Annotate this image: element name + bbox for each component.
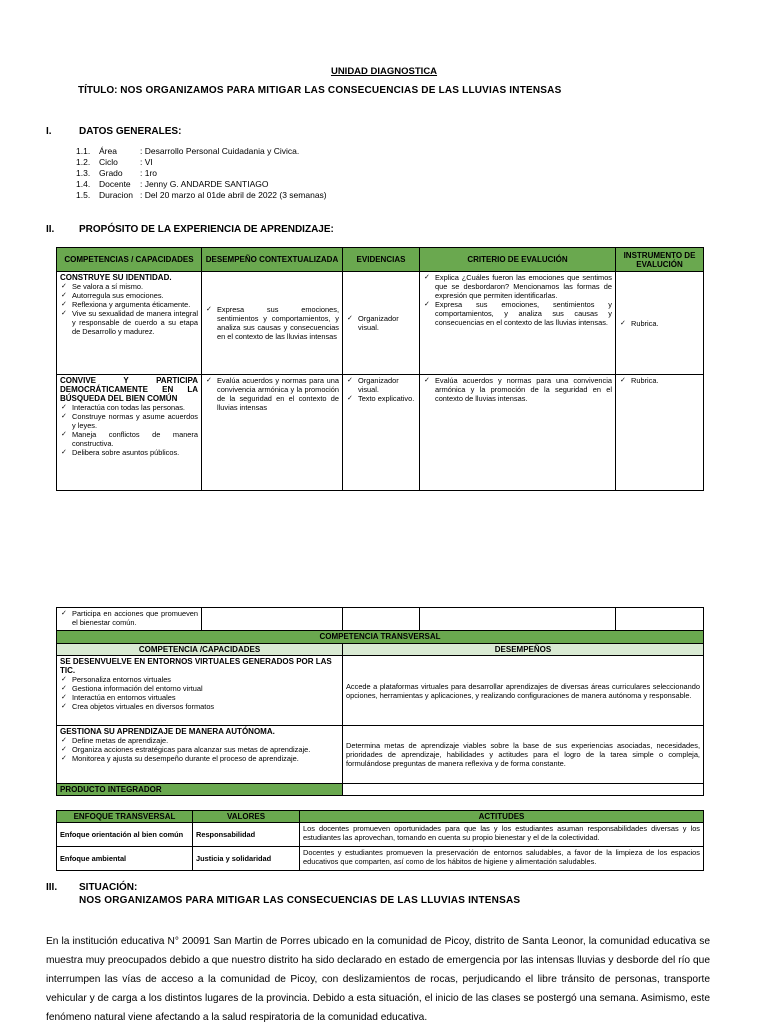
list-item: ✓ Explica ¿Cuáles fueron las emociones que sentimos que se desbordaron? Mencionamos las formas de expresión que permiten identificarlas. [423, 273, 612, 300]
competency-cell [57, 375, 202, 491]
capacity-list [60, 282, 198, 336]
general-row: 1.1. Área : Desarrollo Personal Cuidadania y Civica. [76, 146, 300, 156]
header-cell: DESEMPEÑO CONTEXTUALIZADA [202, 248, 343, 272]
table-row [57, 847, 704, 871]
general-data-list [76, 146, 327, 201]
evidence-cell [343, 272, 420, 375]
competency-title: CONSTRUYE SU IDENTIDAD. [60, 273, 172, 282]
header-cell: INSTRUMENTO DE EVALUCIÓN [616, 248, 704, 272]
list-item: ✓ Texto explicativo. [346, 394, 416, 403]
list-item: ✓ Rubrica. [619, 319, 700, 328]
header-cell: VALORES [193, 811, 300, 823]
list-item: ✓ Se valora a sí mismo. [60, 282, 198, 291]
criteria-cell [420, 375, 616, 491]
list-item: ✓ Interactúa con todas las personas. [60, 403, 198, 412]
table-row [57, 823, 704, 847]
empty-cell [420, 608, 616, 631]
section-1-heading [46, 126, 346, 138]
header-cell: ACTITUDES [300, 811, 704, 823]
list-item: ✓ Organizador visual. [346, 314, 416, 332]
table-row [57, 375, 704, 491]
capacity-list [60, 403, 198, 457]
performance-cell: Accede a plataformas virtuales para desarrollar aprendizajes de diversas áreas curriculares seleccionando opciones, herramientas y aplicaciones, y realizando configuraciones de manera autónoma y responsable. [343, 656, 704, 726]
table-header-row [57, 811, 704, 823]
empty-cell [202, 608, 343, 631]
title-label: TÍTULO: [78, 85, 118, 96]
table-header-row [57, 644, 704, 656]
capacity-continued-cell [57, 608, 202, 631]
list-item: ✓ Reflexiona y argumenta éticamente. [60, 300, 198, 309]
header-cell: COMPETENCIA /CAPACIDADES [57, 644, 343, 656]
table-header-row [57, 248, 704, 272]
list-item: ✓ Define metas de aprendizaje. [60, 736, 339, 745]
approach-cell: Enfoque orientación al bien común [57, 823, 193, 847]
header-cell: CRITERIO DE EVALUCIÓN [420, 248, 616, 272]
approach-cell: Enfoque ambiental [57, 847, 193, 871]
situation-paragraph: En la institución educativa N° 20091 San Martin de Porres ubicado en la comunidad de Picoy, distrito de Santa Leonor, la comunidad educativa se muestra muy preocupados debido a que nuestro distrito ha sido declarado en estado de emergencia por las intensas lluvias y desborde del río que interrumpen las vías de acceso a la comunidad de Picoy, con deslizamientos de rocas, perjudicando el libre tránsito de personas, transporte vehicular y de carga a los distintos lugares de la provincia. Debido a esta situación, el inicio de las clases se postergó una semana. Asimismo, este fenómeno natural viene afectando a la salud respiratoria de la comunidad educativa. [46, 936, 710, 1023]
header-cell: EVIDENCIAS [343, 248, 420, 272]
list-item: ✓ Expresa sus emociones, sentimientos y comportamientos, y analiza sus causas y consecuencias en el contexto de las lluvias intensas [205, 305, 339, 341]
section-number: II. [46, 224, 55, 235]
situation-title: NOS ORGANIZAMOS PARA MITIGAR LAS CONSECUENCIAS DE LAS LLUVIAS INTENSAS [79, 895, 521, 906]
table-row [57, 726, 704, 784]
competency-cell [57, 272, 202, 375]
list-item: ✓ Construye normas y asume acuerdos y leyes. [60, 412, 198, 430]
section-title: DATOS GENERALES: [79, 126, 182, 137]
approach-table [56, 810, 704, 871]
attitude-cell: Docentes y estudiantes promueven la preservación de entornos saludables, a favor de la limpieza de los espacios educativos que comparten, así como de los hábitos de higiene y alimentación saludables. [300, 847, 704, 871]
general-row: 1.4. Docente : Jenny G. ANDARDE SANTIAGO [76, 179, 269, 189]
transversal-title: COMPETENCIA TRANSVERSAL [57, 631, 704, 644]
competency-title: CONVIVE Y PARTICIPA DEMOCRÁTICAMENTE EN LA BÚSQUEDA DEL BIEN COMÚN [60, 376, 198, 403]
competency-title: GESTIONA SU APRENDIZAJE DE MANERA AUTÓNOMA. [60, 727, 275, 736]
list-item: ✓ Personaliza entornos virtuales [60, 675, 339, 684]
list-item: ✓ Interactúa en entornos virtuales [60, 693, 339, 702]
list-item: ✓ Evalúa acuerdos y normas para una convivencia armónica y la promoción de la seguridad en el contexto de lluvias intensas [205, 376, 339, 412]
performance-cell: Determina metas de aprendizaje viables sobre la base de sus experiencias asociadas, necesidades, prioridades de aprendizaje, habilidades y actitudes para el logro de la tarea simple o compleja, formulándose preguntas de manera reflexiva y de forma constante. [343, 726, 704, 784]
list-item: ✓ Maneja conflictos de manera constructiva. [60, 430, 198, 448]
attitude-cell: Los docentes promueven oportunidades para que las y los estudiantes asuman responsabilidades diversas y los estudiantes las aprovechan, tomando en cuenta su propio bienestar y el de la colectividad. [300, 823, 704, 847]
list-item: ✓ Evalúa acuerdos y normas para una convivencia armónica y la promoción de la seguridad en el contexto de lluvias intensas. [423, 376, 612, 403]
section-2-heading [46, 224, 446, 236]
empty-cell [343, 608, 420, 631]
table-row [57, 272, 704, 375]
performance-cell [202, 375, 343, 491]
list-item: ✓ Organiza acciones estratégicas para alcanzar sus metas de aprendizaje. [60, 745, 339, 754]
list-item: ✓ Expresa sus emociones, sentimientos y comportamientos, y analiza sus causas y consecuencias en el contexto de las lluvias intensas. [423, 300, 612, 327]
list-item: ✓ Rubrica. [619, 376, 700, 385]
list-item: ✓ Participa en acciones que promueven el bienestar común. [60, 609, 198, 627]
section-number: III. [46, 882, 58, 893]
section-3-heading [46, 882, 606, 908]
empty-cell [616, 608, 704, 631]
header-cell: ENFOQUE TRANSVERSAL [57, 811, 193, 823]
general-row: 1.3. Grado : 1ro [76, 168, 158, 178]
product-value [343, 784, 704, 796]
performance-cell [202, 272, 343, 375]
product-label: PRODUCTO INTEGRADOR [57, 784, 343, 796]
section-title: PROPÓSITO DE LA EXPERIENCIA DE APRENDIZAJE: [79, 224, 334, 235]
list-item: ✓ Organizador visual. [346, 376, 416, 394]
section-title: SITUACIÓN: [79, 882, 138, 893]
value-cell: Responsabilidad [193, 823, 300, 847]
list-item: ✓ Autorregula sus emociones. [60, 291, 198, 300]
title-text: NOS ORGANIZAMOS PARA MITIGAR LAS CONSECUENCIAS DE LAS LLUVIAS INTENSAS [120, 85, 562, 96]
list-item: ✓ Crea objetos virtuales en diversos formatos [60, 702, 339, 711]
list-item: ✓ Delibera sobre asuntos públicos. [60, 448, 198, 457]
instrument-cell [616, 375, 704, 491]
competency-cell [57, 726, 343, 784]
competency-cell [57, 656, 343, 726]
purpose-table [56, 247, 704, 491]
list-item: ✓ Vive su sexualidad de manera integral y responsable de cuerdo a su etapa de Desarrollo y madurez. [60, 309, 198, 336]
table-row [57, 656, 704, 726]
table-row [57, 784, 704, 796]
criteria-cell [420, 272, 616, 375]
transversal-table [56, 607, 704, 796]
competency-title: SE DESENVUELVE EN ENTORNOS VIRTUALES GENERADOS POR LAS TIC. [60, 657, 332, 675]
general-row: 1.2. Ciclo : VI [76, 157, 153, 167]
list-item: ✓ Gestiona información del entorno virtual [60, 684, 339, 693]
document-title [78, 85, 561, 96]
value-cell: Justicia y solidaridad [193, 847, 300, 871]
table-row [57, 631, 704, 644]
section-number: I. [46, 126, 52, 137]
header-cell: DESEMPEÑOS [343, 644, 704, 656]
table-row [57, 608, 704, 631]
evidence-cell [343, 375, 420, 491]
instrument-cell [616, 272, 704, 375]
list-item: ✓ Monitorea y ajusta su desempeño durante el proceso de aprendizaje. [60, 754, 339, 763]
general-row: 1.5. Duracion : Del 20 marzo al 01de abril de 2022 (3 semanas) [76, 190, 327, 200]
unit-title: UNIDAD DIAGNOSTICA [330, 66, 438, 77]
header-cell: COMPETENCIAS / CAPACIDADES [57, 248, 202, 272]
